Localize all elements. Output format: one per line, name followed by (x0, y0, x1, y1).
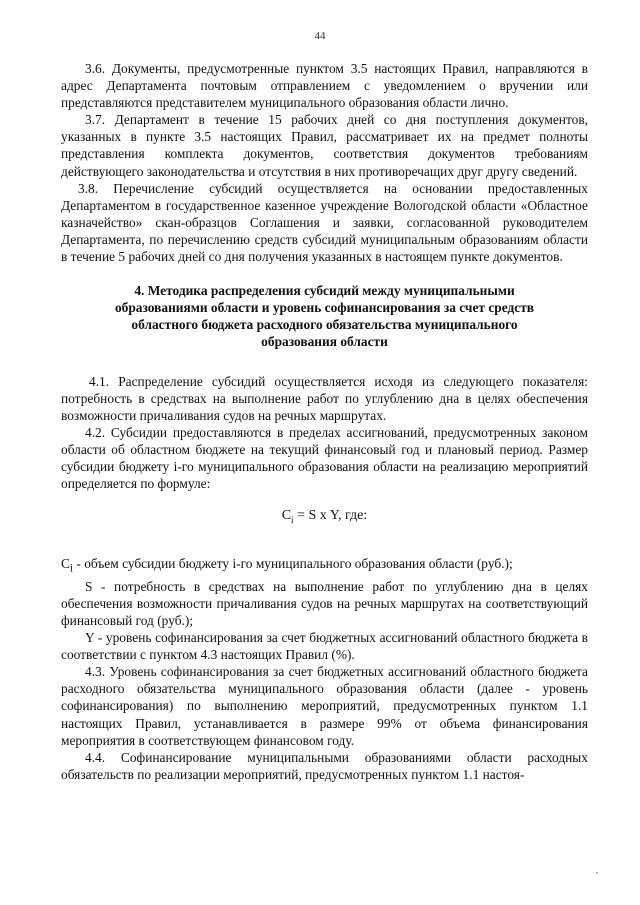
formula-subscript: i (291, 514, 294, 525)
definition-subscript: i (69, 562, 74, 575)
page-number: 44 (314, 30, 326, 42)
paragraph-3-7: 3.7. Департамент в течение 15 рабочих дней со дня поступления документов, указанных в пункте 3.5 настоящих Правил, рассматривает их на предмет полноты представления комплекта документов, соответствия документов требованиям действующего законодательства и отсутствия в них противоречащих друг другу сведений. (61, 112, 588, 179)
definition-ci (61, 555, 588, 578)
formula-symbol: C (281, 508, 292, 524)
paragraph-4-3: 4.3. Уровень софинансирования за счет бюджетных ассигнований областного бюджета расходного обязательства муниципального образования области (далее - уровень софинансирования) по выполнению мероприятий, предусмотренных пунктом 1.1 настоящих Правил, устанавливается в размере 99% от объема финансирования мероприятия в соответствующем финансовом году. (61, 664, 588, 748)
definition-text: - объем субсидии бюджету i-го муниципального образования области (руб.); (73, 556, 513, 572)
document-body (61, 60, 588, 783)
paragraph-4-4: 4.4. Софинансирование муниципальными образованиями области расходных обязательств по реализации мероприятий, предусмотренных пунктом 1.1 настоя- (61, 749, 588, 782)
formula-rest: = S x Y, где: (293, 508, 368, 524)
paragraph-4-2: 4.2. Субсидии предоставляются в пределах ассигнований, предусмотренных законом области об областном бюджете на текущий финансовый год и плановый период. Размер субсидии бюджету i-го муниципального образования области на реализацию мероприятий определяется по формуле: (61, 424, 588, 492)
definition-symbol: C (61, 556, 70, 572)
formula (61, 507, 588, 529)
definition-symbol: S (85, 578, 93, 594)
section-heading: 4. Методика распределения субсидий между муниципальными образованиями области и уровень софинансирования за счет средств областного бюджета расходного обязательства муниципального образования области (114, 283, 535, 350)
scan-artifact (596, 872, 598, 874)
definition-y (61, 629, 588, 663)
definition-text: - потребность в средствах на выполнение работ по углублению дна в целях обеспечения возможности причаливания судов на речных маршрутах на соответствующий финансовый год (руб.); (61, 578, 588, 628)
definition-text: - уровень софинансирования за счет бюджетных ассигнований областного бюджета в соответствии с пунктом 4.3 настоящих Правил (%). (61, 630, 588, 663)
definition-s (61, 578, 588, 629)
definition-symbol: Y (85, 630, 95, 646)
paragraph-3-8: 3.8. Перечисление субсидий осуществляется на основании предоставленных Департаментом в государственное казенное учреждение Вологодской области «Областное казначейство» скан-образцов Соглашения и заявки, согласованной руководителем Департамента, по перечислению средств субсидий муниципальным образованиям области в течение 5 рабочих дней со дня получения указанных в настоящем пункте документов. (61, 180, 588, 265)
paragraph-3-6: 3.6. Документы, предусмотренные пунктом 3.5 настоящих Правил, направляются в адрес Департамента почтовым отправлением с уведомлением о вручении или представляются представителем муниципального образования области лично. (61, 61, 588, 111)
paragraph-4-1: 4.1. Распределение субсидий осуществляется исходя из следующего показателя: потребность в средствах на выполнение работ по углублению дна в целях обеспечения возможности причаливания судов на речных маршрутах. (61, 373, 588, 423)
